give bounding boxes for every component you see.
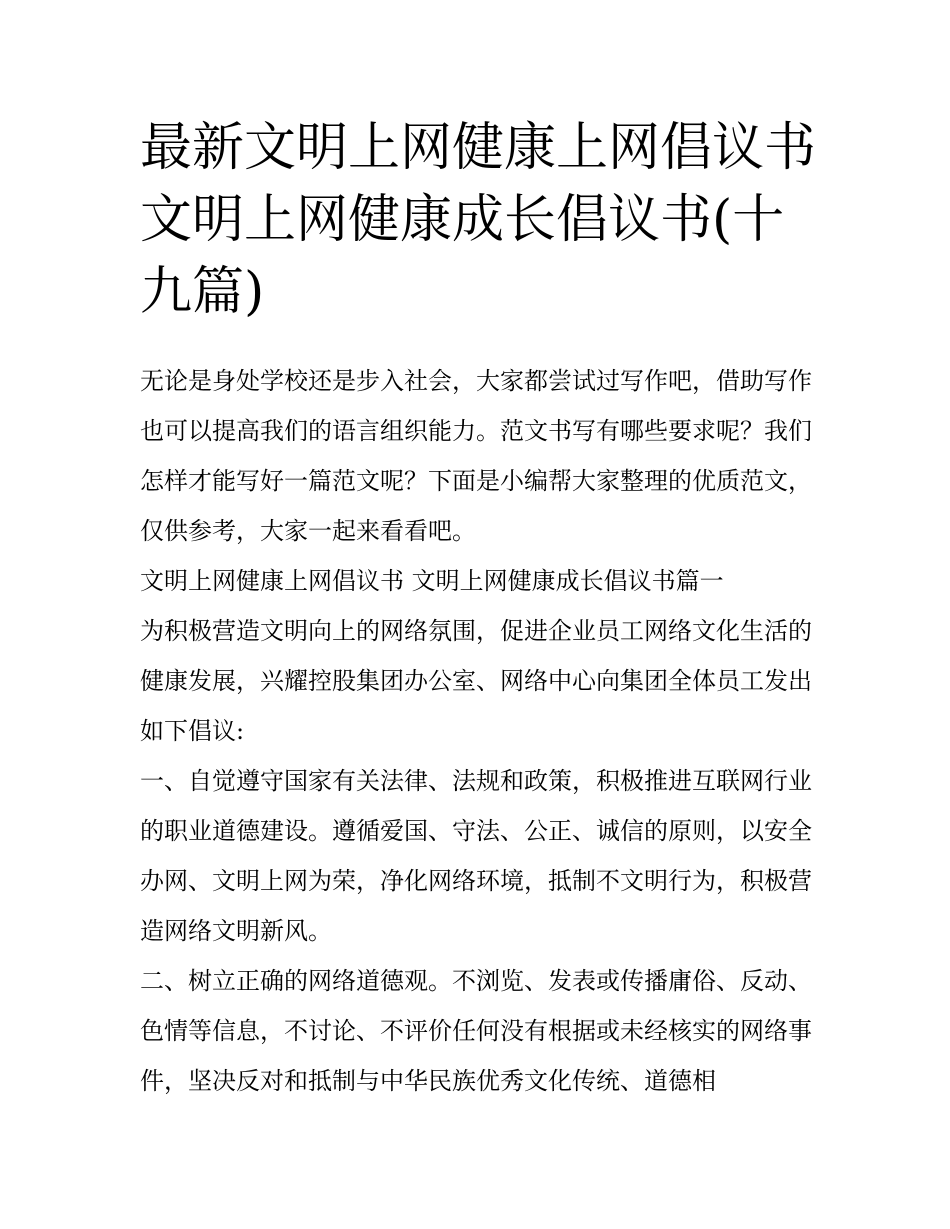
- document-body: [140, 356, 812, 1106]
- body-paragraph: 一、自觉遵守国家有关法律、法规和政策，积极推进互联网行业的职业道德建设。遵循爱国、守法、公正、诚信的原则，以安全办网、文明上网为荣，净化网络环境，抵制不文明行为，积极营造网络文明新风。: [140, 767, 812, 945]
- intro-paragraph: 无论是身处学校还是步入社会，大家都尝试过写作吧，借助写作也可以提高我们的语言组织能力。范文书写有哪些要求呢？我们怎样才能写好一篇范文呢？下面是小编帮大家整理的优质范文，仅供参考，大家一起来看看吧。: [140, 367, 812, 545]
- body-paragraph: 为积极营造文明向上的网络氛围，促进企业员工网络文化生活的健康发展，兴耀控股集团办公室、网络中心向集团全体员工发出如下倡议:: [140, 617, 812, 745]
- section-heading: 文明上网健康上网倡议书 文明上网健康成长倡议书篇一: [140, 567, 724, 595]
- body-paragraph: 二、树立正确的网络道德观。不浏览、发表或传播庸俗、反动、色情等信息，不讨论、不评价任何没有根据或未经核实的网络事件，坚决反对和抵制与中华民族优秀文化传统、道德相: [140, 967, 812, 1095]
- document-title: 最新文明上网健康上网倡议书 文明上网健康成长倡议书(十九篇): [140, 118, 817, 322]
